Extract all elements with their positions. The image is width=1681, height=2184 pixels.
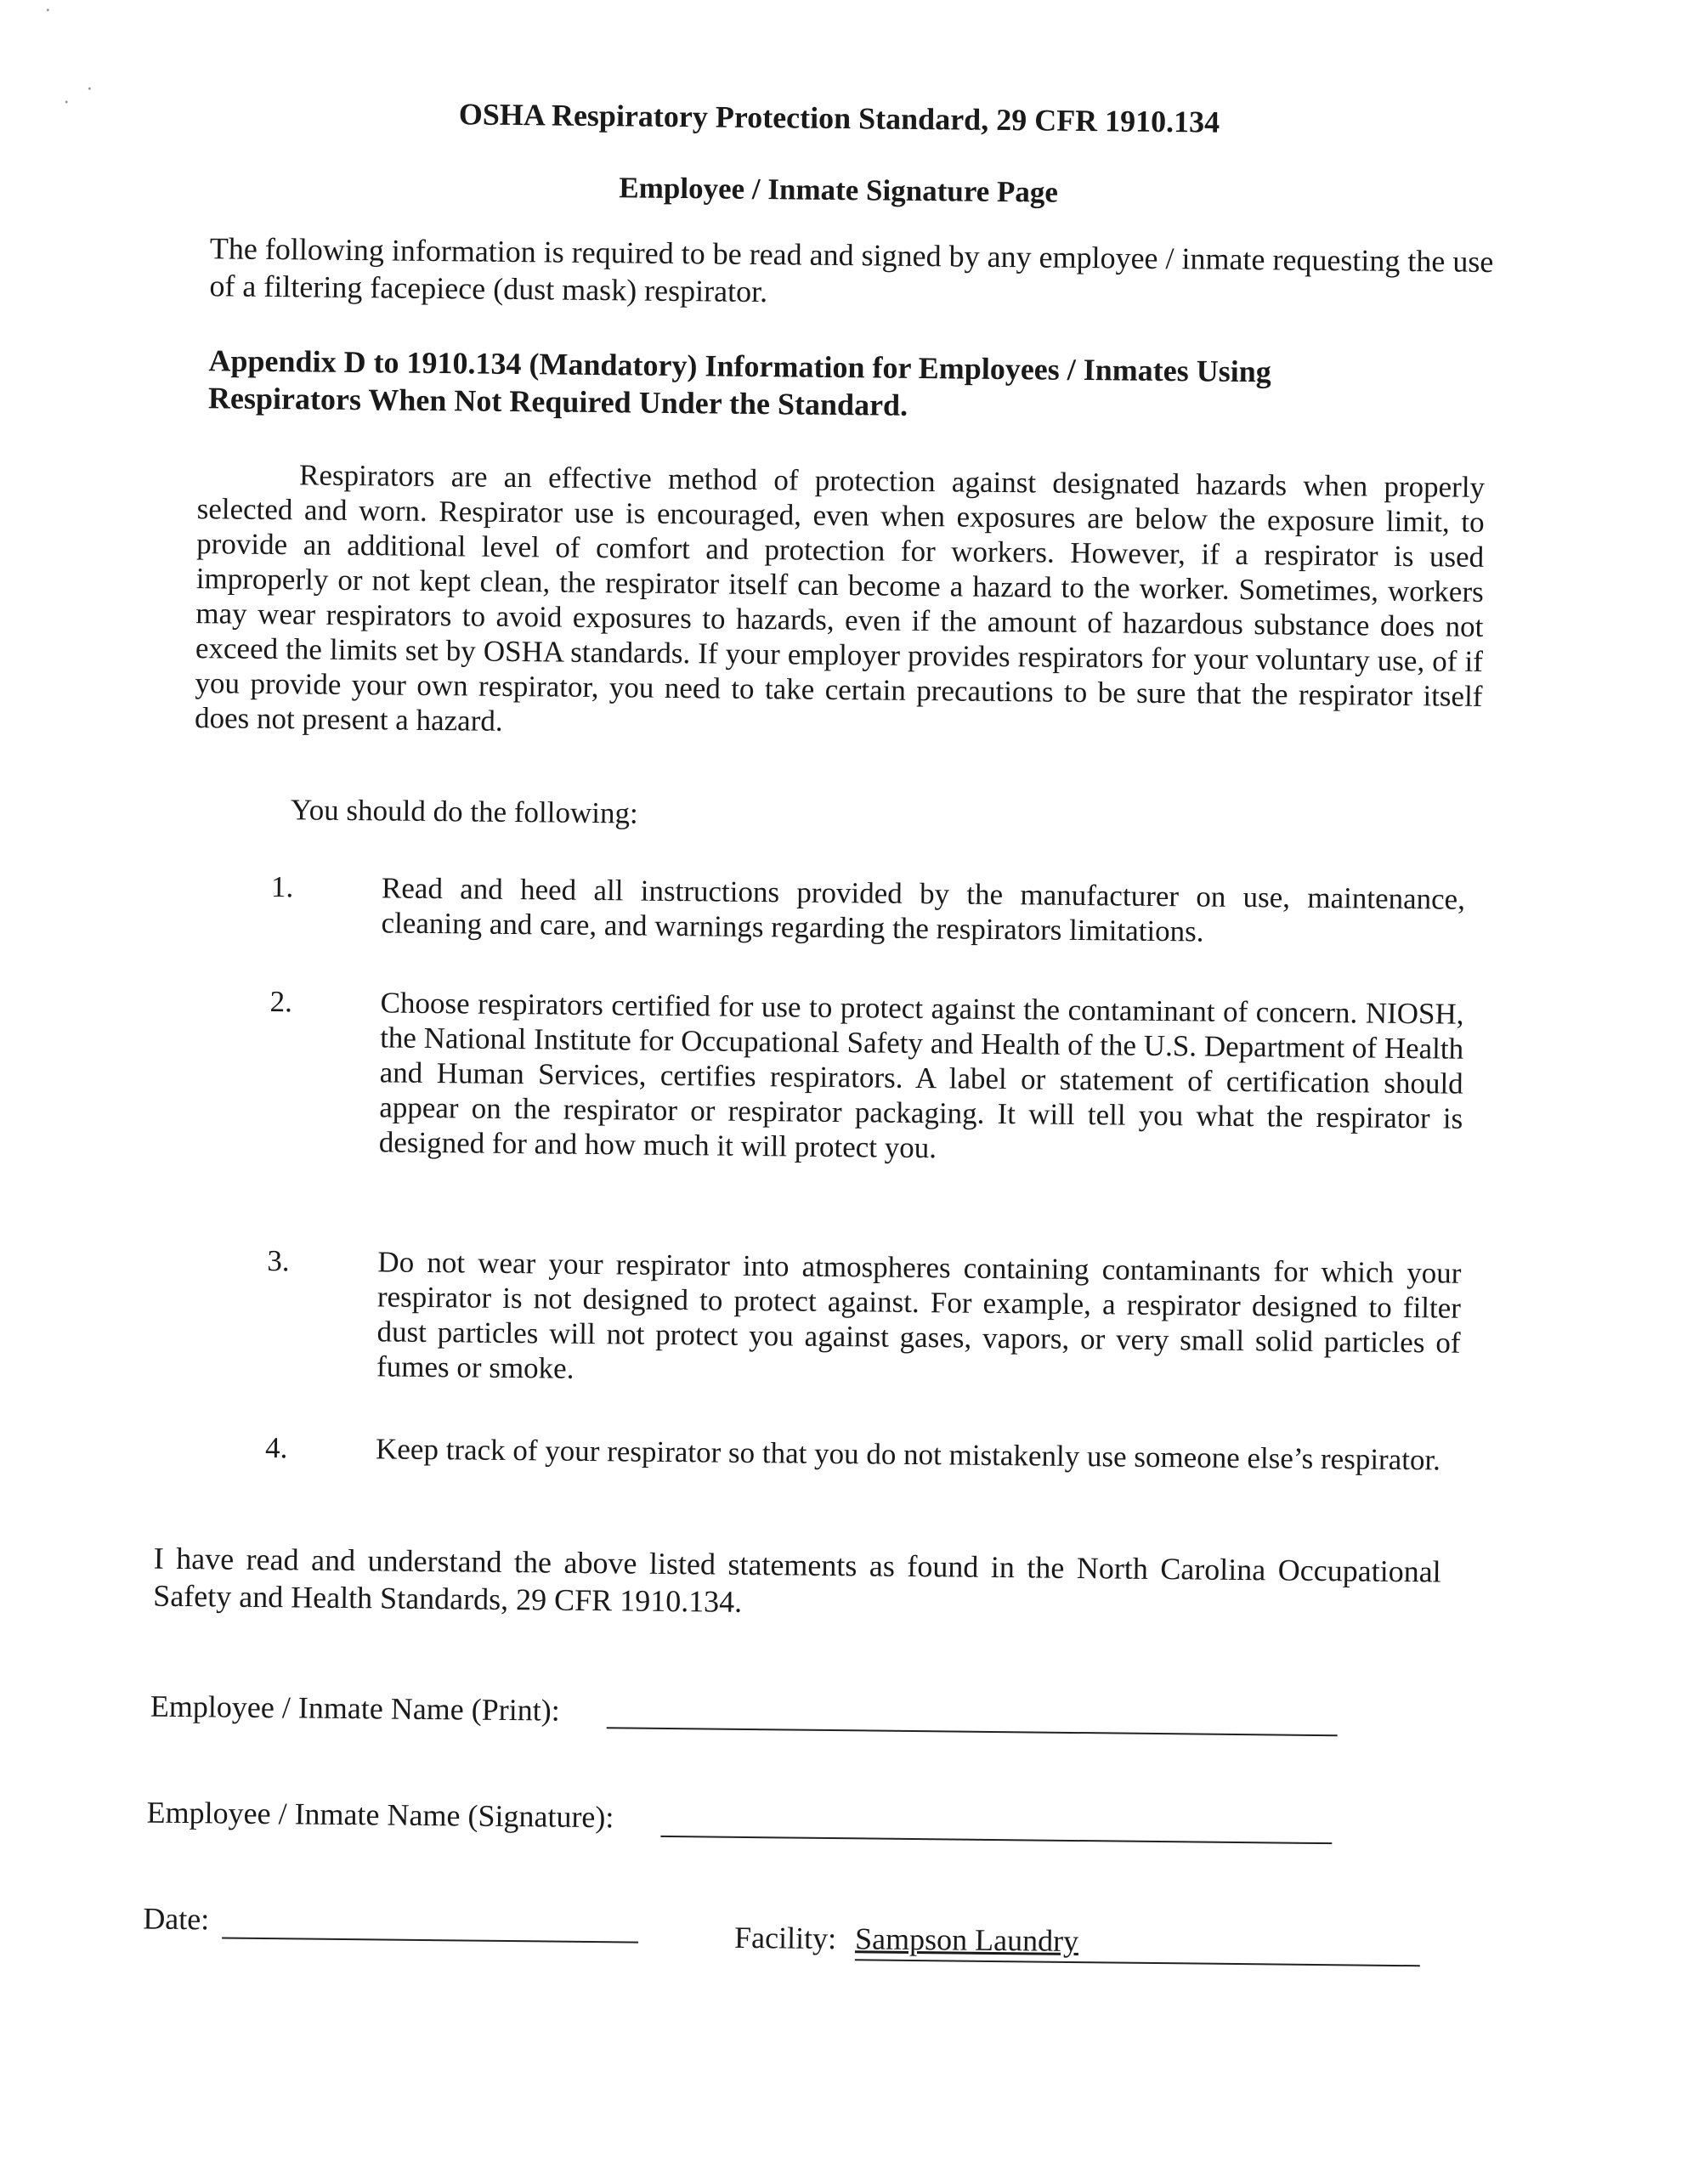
date-underline	[222, 1938, 638, 1944]
scan-speck	[47, 8, 49, 11]
date-field[interactable]	[222, 1898, 638, 1936]
list-item	[270, 869, 1465, 952]
list-item-number: 2.	[269, 985, 293, 1019]
list-item-number: 4.	[264, 1431, 288, 1465]
facility-label: Facility:	[733, 1920, 837, 1956]
list-item-text: Choose respirators certified for use to protect against the contaminant of concern. NIOSH, the National Institute for Occupational Safety and Health of the U.S. Department of Health and Human Services, certifies respirators. A label or statement of certification should appear on the respirator or respirator packaging. It will tell you what the respirator is designed for and how much it will protect you.	[378, 986, 1464, 1165]
list-item-text: Do not wear your respirator into atmospheres containing contaminants for which your respirator is not designed to protect against. For example, a respirator designed to filter dust particles will not protect you against gases, vapors, or very small solid particles of fumes or smoke.	[376, 1245, 1462, 1385]
intro-text: The following information is required to be read and signed by any employee / inmate requesting the use of a filtering facepiece (dust mask) respirator.	[209, 231, 1494, 309]
appendix-heading: Appendix D to 1910.134 (Mandatory) Information for Employees / Inmates Using Respirators When Not Required Under the Standard.	[207, 343, 1272, 422]
main-paragraph	[195, 456, 1485, 749]
name-print-label: Employee / Inmate Name (Print):	[150, 1689, 560, 1728]
date-label: Date:	[143, 1901, 210, 1937]
name-signature-field[interactable]	[660, 1796, 1332, 1836]
list-item	[265, 1430, 1459, 1478]
list-item	[266, 1243, 1462, 1395]
facility-underline	[855, 1959, 1420, 1966]
acknowledgement-text: I have read and understand the above listed statements as found in the North Carolina Occupational Safety and Health Standards, 29 CFR 1910.134.	[153, 1541, 1441, 1619]
scan-speck	[88, 88, 91, 90]
name-print-field[interactable]	[607, 1689, 1338, 1730]
list-item-number: 3.	[267, 1244, 290, 1278]
main-paragraph-text: Respirators are an effective method of protection against designated hazards when properly selected and worn. Respirator use is encouraged, even when exposures are below the exposure limit, to provide an additional level of comfort and protection for workers. However, if a respirator is used improperly or not kept clean, the respirator itself can become a hazard to the worker. Sometimes, workers may wear respirators to avoid exposures to hazards, even if the amount of hazardous substance does not exceed the limits set by OSHA standards. If your employer provides respirators for your voluntary use, of if you provide your own respirator, you need to take certain precautions to be sure that the respirator itself does not present a hazard.	[194, 458, 1486, 738]
name-signature-underline	[660, 1836, 1332, 1844]
page-title: OSHA Respiratory Protection Standard, 29 CFR 1910.134	[458, 97, 1220, 139]
facility-field[interactable]: Sampson Laundry	[854, 1921, 1079, 1959]
list-lead: You should do the following:	[290, 793, 638, 830]
name-signature-label: Employee / Inmate Name (Signature):	[146, 1795, 614, 1835]
list-item-text: Read and heed all instructions provided by the manufacturer on use, maintenance, cleaning and care, and warnings regarding the respirators limitations.	[381, 871, 1466, 948]
list-item-text: Keep track of your respirator so that you do not mistakenly use someone else’s respirator.	[375, 1432, 1441, 1477]
list-item	[269, 984, 1464, 1171]
list-item-number: 1.	[270, 870, 294, 904]
page-subtitle: Employee / Inmate Signature Page	[619, 171, 1059, 209]
